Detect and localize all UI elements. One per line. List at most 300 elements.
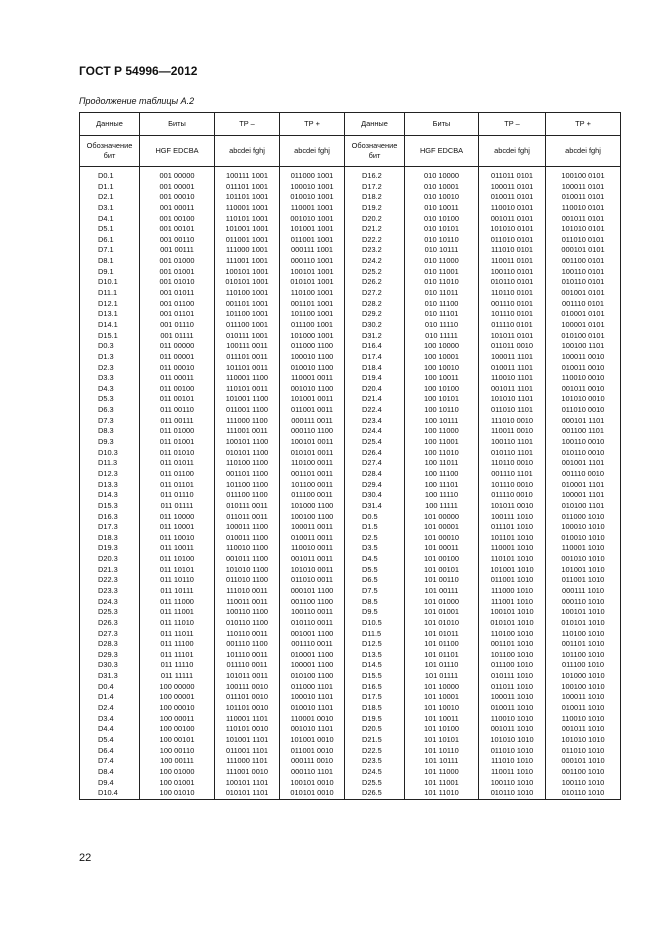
table-cell: 111000 1001 [225,245,269,255]
table-cell: D23.4 [362,415,382,425]
table-cell: 011011 0101 [490,171,534,180]
table-cell: 101011 0011 [225,671,269,681]
table-cell: D11.3 [98,458,118,468]
table-cell: D20.4 [362,383,382,393]
table-cell: 101101 0010 [225,703,269,713]
table-cell: D9.5 [362,607,378,617]
table-cell: 100 11010 [424,447,459,457]
table-cell: 101001 1001 [225,224,269,234]
table-cell: 010 11010 [424,277,459,287]
table-cell: 110011 1010 [490,766,534,776]
table-cell: 101010 1010 [490,734,534,744]
table-cell: 001001 1101 [561,458,605,468]
table-cell: D17.2 [362,181,382,191]
table-cell: 010 10100 [424,213,459,223]
table-cell: 010110 0101 [490,277,534,287]
table-cell: 011010 1100 [225,575,269,585]
table-cell: 001011 0101 [490,213,534,223]
page-number: 22 [79,852,92,864]
table-cell: 100 00100 [159,724,195,734]
column-subheader: abcdei fghj [215,136,280,167]
table-cell: D1.5 [362,522,378,532]
table-cell: 010101 1010 [561,617,605,627]
table-cell: 110001 0010 [290,713,334,723]
table-cell: 011110 0101 [491,319,533,329]
table-cell: 100 00101 [159,734,195,744]
table-cell: 011001 1010 [490,575,534,585]
table-cell: 101 01101 [424,649,459,659]
table-cell: 101 01110 [424,660,459,670]
document-title: ГОСТ Р 54996—2012 [79,64,198,78]
table-cell: 100 10100 [424,383,459,393]
table-cell: 101010 0011 [290,564,334,574]
table-cell: D14.3 [98,490,118,500]
table-cell: 101 00110 [424,575,459,585]
table-cell: 010100 1101 [561,500,605,510]
table-cell: 100001 1101 [561,490,605,500]
table-cell: D23.2 [362,245,382,255]
table-cell: 110010 1010 [490,713,534,723]
table-cell: D4.5 [362,554,378,564]
table-cell: 110001 1001 [290,202,334,212]
table-cell: 001101 1010 [490,639,534,649]
table-cell: 010101 1100 [225,447,269,457]
table-cell: 100 00010 [159,703,195,713]
table-cell: 001001 1100 [290,628,334,638]
table-cell: D9.4 [98,777,114,787]
table-cell: D29.4 [362,479,382,489]
table-cell: D3.5 [362,543,378,553]
table-cell: D17.4 [362,351,382,361]
table-cell: 001 00011 [159,202,195,212]
table-cell: 010 10000 [424,171,459,180]
column-header: Данные [80,113,140,136]
table-cell: 010 10011 [424,202,459,212]
table-cell: 000101 1100 [290,585,334,595]
table-cell: 110100 1010 [490,628,534,638]
table-cell: 010101 0011 [290,447,334,457]
table-cell: D31.2 [362,330,382,340]
table-cell: 101 10101 [424,734,459,744]
table-cell: 011010 0101 [490,234,534,244]
table-cell: 100 10000 [424,341,459,351]
table-cell: 001 00001 [159,181,195,191]
table-cell: D24.3 [98,596,118,606]
table-cell: D27.2 [362,288,382,298]
table-cell: 100110 0011 [290,607,334,617]
table-cell: 001110 1100 [226,639,268,649]
table-cell: 101 00011 [424,543,459,553]
table-cell: 010011 1100 [225,532,269,542]
table-cell: 011 11100 [160,639,194,649]
table-cell: 001001 0101 [561,288,605,298]
table-cell: 101001 1010 [490,564,534,574]
table-cell: 100010 1101 [290,692,334,702]
table-cell: 001101 1010 [561,639,605,649]
table-cell: 001011 1101 [490,383,534,393]
table-cell: 011 01010 [159,447,195,457]
table-cell: 010 11101 [424,309,459,319]
table-cell: 100111 1001 [225,171,269,180]
table-cell: D5.3 [98,394,114,404]
table-cell: 001100 1100 [290,596,334,606]
table-cell: 011 11101 [160,649,194,659]
column-header: ТР – [479,113,546,136]
table-cell: 011 01001 [159,437,195,447]
table-cell: 100 10101 [424,394,459,404]
table-cell: 011011 1010 [490,681,534,691]
table-cell: 011001 1100 [225,405,269,415]
table-cell: D20.5 [362,724,382,734]
table-cell: D4.1 [98,213,114,223]
table-cell: 101 00000 [424,511,459,521]
table-cell: 000101 0101 [561,245,605,255]
table-cell: D18.5 [362,703,382,713]
table-cell: 110101 0010 [225,724,269,734]
table-cell: D15.3 [98,500,118,510]
table-cell: 111000 1100 [226,415,268,425]
table-cell: 011100 1100 [226,490,268,500]
table-cell: 010110 0011 [290,617,334,627]
table-cell: 110001 1001 [225,202,269,212]
table-cell: 010 10010 [424,192,459,202]
table-cell: 011100 1001 [290,319,334,329]
table-cell: 000111 0011 [291,415,333,425]
table-cell: D11.1 [98,288,118,298]
table-cell: 001100 0101 [561,256,605,266]
table-cell: 110010 0010 [561,373,605,383]
table-cell: 011010 1101 [490,405,534,415]
table-cell: 110101 0011 [225,383,269,393]
table-cell: 001 00010 [159,192,195,202]
table-cell: 110100 1100 [225,458,269,468]
table-cell: 101010 0101 [490,224,534,234]
data-designation-column [80,167,140,800]
table-cell: 011 10100 [159,554,195,564]
table-cell: D4.4 [98,724,114,734]
table-cell: 101 10000 [424,681,459,691]
table-cell: 100101 1001 [225,266,269,276]
table-cell: 101 01011 [424,628,459,638]
table-cell: 001010 1101 [290,724,334,734]
table-cell: D4.3 [98,383,114,393]
table-cell: D18.2 [362,192,382,202]
table-cell: 010 11001 [424,266,459,276]
table-cell: 100110 1010 [490,777,534,787]
table-cell: D8.5 [362,596,378,606]
table-cell: 100100 1010 [561,681,605,691]
table-cell: 100 11011 [424,458,459,468]
table-cell: 010001 1100 [290,649,334,659]
table-cell: 101000 1010 [561,671,605,681]
table-cell: 001011 1010 [561,724,605,734]
table-cell: 110001 1010 [490,543,534,553]
table-cell: 000111 1010 [561,585,605,595]
table-cell: D28.3 [98,639,118,649]
table-cell: 010010 1010 [561,532,605,542]
table-cell: 011 01000 [159,426,195,436]
table-cell: 100 11101 [424,479,459,489]
table-cell: 100010 1100 [290,351,334,361]
table-cell: 000101 1101 [561,415,605,425]
table-cell: 010101 1101 [225,788,269,798]
table-cell: D15.1 [98,330,118,340]
rd-minus-column [479,167,546,800]
table-cell: 100010 1001 [290,181,334,191]
table-cell: D27.4 [362,458,382,468]
table-cell: D19.3 [98,543,118,553]
column-subheader: HGF EDCBA [405,136,479,167]
table-cell: 101010 0101 [561,224,605,234]
table-cell: D10.3 [98,447,118,457]
table-cell: D15.5 [362,671,382,681]
table-cell: 101 01001 [424,607,459,617]
table-cell: 000110 1010 [561,596,605,606]
table-cell: 110101 1010 [490,554,534,564]
table-cell: 010110 1100 [225,617,269,627]
table-cell: 101 10010 [424,703,459,713]
table-cell: D21.5 [362,734,382,744]
table-cell: 000101 1010 [561,756,605,766]
table-cell: D8.3 [98,426,114,436]
table-cell: 110100 0011 [290,458,334,468]
table-cell: 001011 1010 [490,724,534,734]
table-cell: 100011 0011 [290,522,334,532]
table-cell: 011100 1010 [561,660,605,670]
table-cell: 011011 0010 [490,341,534,351]
table-cell: 011 01011 [160,458,194,468]
table-cell: 010 10101 [424,224,459,234]
table-cell: 001011 0101 [561,213,605,223]
table-cell: 100001 0101 [561,319,605,329]
table-cell: 011000 1101 [290,681,334,691]
table-cell: 110100 1010 [561,628,605,638]
table-cell: 100100 0101 [561,171,605,180]
table-cell: 001110 0011 [291,639,333,649]
table-cell: D30.2 [362,319,382,329]
table-cell: D3.1 [98,202,114,212]
table-cell: D26.4 [362,447,382,457]
table-cell: 001 01000 [159,256,195,266]
table-cell: 011 10101 [159,564,195,574]
table-cell: 001 00000 [159,171,195,180]
table-cell: 101000 1001 [290,330,334,340]
table-cell: 101 01000 [424,596,459,606]
table-cell: 100101 1100 [225,437,269,447]
table-cell: 011100 1001 [225,319,269,329]
table-cell: D22.5 [362,745,382,755]
table-cell: D1.1 [98,181,114,191]
table-cell: 010111 0011 [226,500,268,510]
table-cell: 100101 0011 [290,437,334,447]
table-cell: D25.3 [98,607,118,617]
column-header: ТР + [546,113,621,136]
table-cell: 101 11010 [424,788,459,798]
table-cell: D26.3 [98,617,118,627]
table-cell: D18.3 [98,532,118,542]
table-cell: 101 00111 [424,585,459,595]
table-cell: D22.3 [98,575,118,585]
column-subheader: Обозначение бит [345,136,405,167]
table-cell: 000110 1101 [290,766,334,776]
table-cell: 100011 0010 [561,351,605,361]
table-cell: 110010 0101 [561,202,605,212]
table-cell: 100001 1100 [290,660,334,670]
table-cell: 110110 0101 [490,288,534,298]
column-header: Биты [405,113,479,136]
table-cell: 011100 0011 [291,490,333,500]
table-cell: 101110 0010 [490,479,534,489]
table-cell: 011001 1010 [561,575,605,585]
table-cell: D9.1 [98,266,114,276]
table-cell: 110010 1100 [225,543,269,553]
table-cell: 011 01101 [160,479,194,489]
table-cell: 010 11000 [424,256,459,266]
table-cell: 011 00111 [160,415,194,425]
table-cell: 110100 1001 [225,288,269,298]
table-cell: 000110 1001 [290,256,334,266]
rd-plus-column [546,167,621,800]
table-cell: D19.2 [362,202,382,212]
table-cell: 101 10001 [424,692,459,702]
table-cell: 101100 1001 [290,309,334,319]
table-cell: D16.3 [98,511,118,521]
table-cell: 101000 1100 [290,500,334,510]
table-cell: D8.4 [98,766,114,776]
table-cell: 001110 0101 [561,298,605,308]
table-cell: 011010 1010 [490,745,534,755]
table-cell: D20.3 [98,554,118,564]
table-cell: D29.3 [98,649,118,659]
table-cell: 010010 1100 [290,362,334,372]
table-cell: 001101 1100 [225,468,269,478]
table-cell: 101001 1010 [561,564,605,574]
table-cell: 011 10010 [159,532,195,542]
table-cell: 001 00100 [159,213,195,223]
table-cell: 101010 1101 [490,394,534,404]
table-cell: 010011 0101 [490,192,534,202]
table-cell: 100011 1010 [561,692,605,702]
table-cell: D7.1 [98,245,114,255]
table-cell: D0.1 [98,171,114,180]
table-cell: 010 11111 [425,330,458,340]
table-cell: 101 01010 [424,617,459,627]
table-cell: D5.4 [98,734,114,744]
table-cell: 101 00100 [424,554,459,564]
table-cell: 101100 1100 [225,479,269,489]
table-cell: D24.4 [362,426,382,436]
table-cell: 001110 1101 [491,468,533,478]
table-cell: D31.4 [362,500,382,510]
table-cell: 100 01000 [159,766,195,776]
table-cell: 011000 1100 [290,341,334,351]
table-cell: 001 01001 [159,266,195,276]
table-cell: 001 01111 [160,330,194,340]
table-cell: D16.2 [362,171,382,180]
table-cell: D0.5 [362,511,378,521]
table-cell: 001010 1100 [290,383,334,393]
rd-plus-column [280,167,345,800]
table-cell: 100 11111 [425,500,458,510]
table-cell: 001 01010 [159,277,195,287]
table-cell: 001101 1001 [290,298,334,308]
table-cell: 111010 0011 [226,585,268,595]
column-subheader: abcdei fghj [546,136,621,167]
table-cell: 010 11100 [424,298,459,308]
table-body-row [80,167,621,800]
table-cell: 100111 1010 [490,511,534,521]
table-cell: 010111 1001 [225,330,269,340]
table-cell: 100110 0101 [561,266,605,276]
table-cell: 111001 1001 [225,256,269,266]
table-cell: 110110 0010 [490,458,534,468]
table-cell: 100 00011 [159,713,195,723]
table-cell: 100 11001 [424,437,459,447]
table-cell: 001101 0011 [290,468,334,478]
column-subheader: abcdei fghj [280,136,345,167]
table-cell: 111000 1010 [490,585,534,595]
table-cell: D21.2 [362,224,382,234]
table-cell: 100111 0010 [225,681,269,691]
table-cell: 101100 1010 [490,649,534,659]
table-cell: 011010 0101 [561,234,605,244]
table-cell: 100011 0101 [490,181,534,191]
table-cell: D28.4 [362,468,382,478]
table-cell: 101011 0101 [490,330,534,340]
table-cell: 010110 0101 [561,277,605,287]
table-cell: 011 00110 [160,405,194,415]
data-designation-column [345,167,405,800]
table-cell: 011 10110 [160,575,194,585]
table-cell: 011 00100 [159,383,195,393]
table-cell: 010011 1010 [490,703,534,713]
table-cell: 100111 0011 [226,341,268,351]
table-cell: D25.5 [362,777,382,787]
table-cell: 110001 1010 [561,543,605,553]
table-cell: 011001 1001 [290,234,334,244]
table-cell: 010001 1101 [561,479,605,489]
table-cell: 110010 0101 [490,202,534,212]
table-cell: D7.5 [362,585,378,595]
table-cell: 101101 1001 [225,192,269,202]
table-cell: 010101 1001 [225,277,269,287]
table-cell: 010011 0101 [561,192,605,202]
table-cell: 101 11000 [424,766,459,776]
table-cell: 011001 1001 [225,234,269,244]
table-cell: D1.4 [98,692,114,702]
table-cell: 011 11011 [160,628,194,638]
table-cell: 001 01110 [160,319,194,329]
table-cell: 010011 0011 [290,532,334,542]
table-cell: 011001 0010 [290,745,334,755]
table-cell: 011 11000 [160,596,194,606]
table-cell: 011000 1001 [290,171,334,180]
table-cell: 101010 1100 [225,564,269,574]
table-cell: D16.4 [362,341,382,351]
table-cell: D2.1 [98,192,114,202]
table-cell: 100100 1101 [561,341,605,351]
table-cell: 100010 1010 [561,522,605,532]
table-cell: 110010 1101 [490,373,534,383]
table-cell: 011 00101 [159,394,195,404]
table-cell: D3.4 [98,713,114,723]
table-cell: 101011 0010 [490,500,534,510]
table-cell: D17.5 [362,692,382,702]
table-cell: 101001 0010 [290,734,334,744]
table-cell: 101 00001 [424,522,459,532]
table-cell: D6.3 [98,405,114,415]
table-cell: 100 01001 [159,777,195,787]
